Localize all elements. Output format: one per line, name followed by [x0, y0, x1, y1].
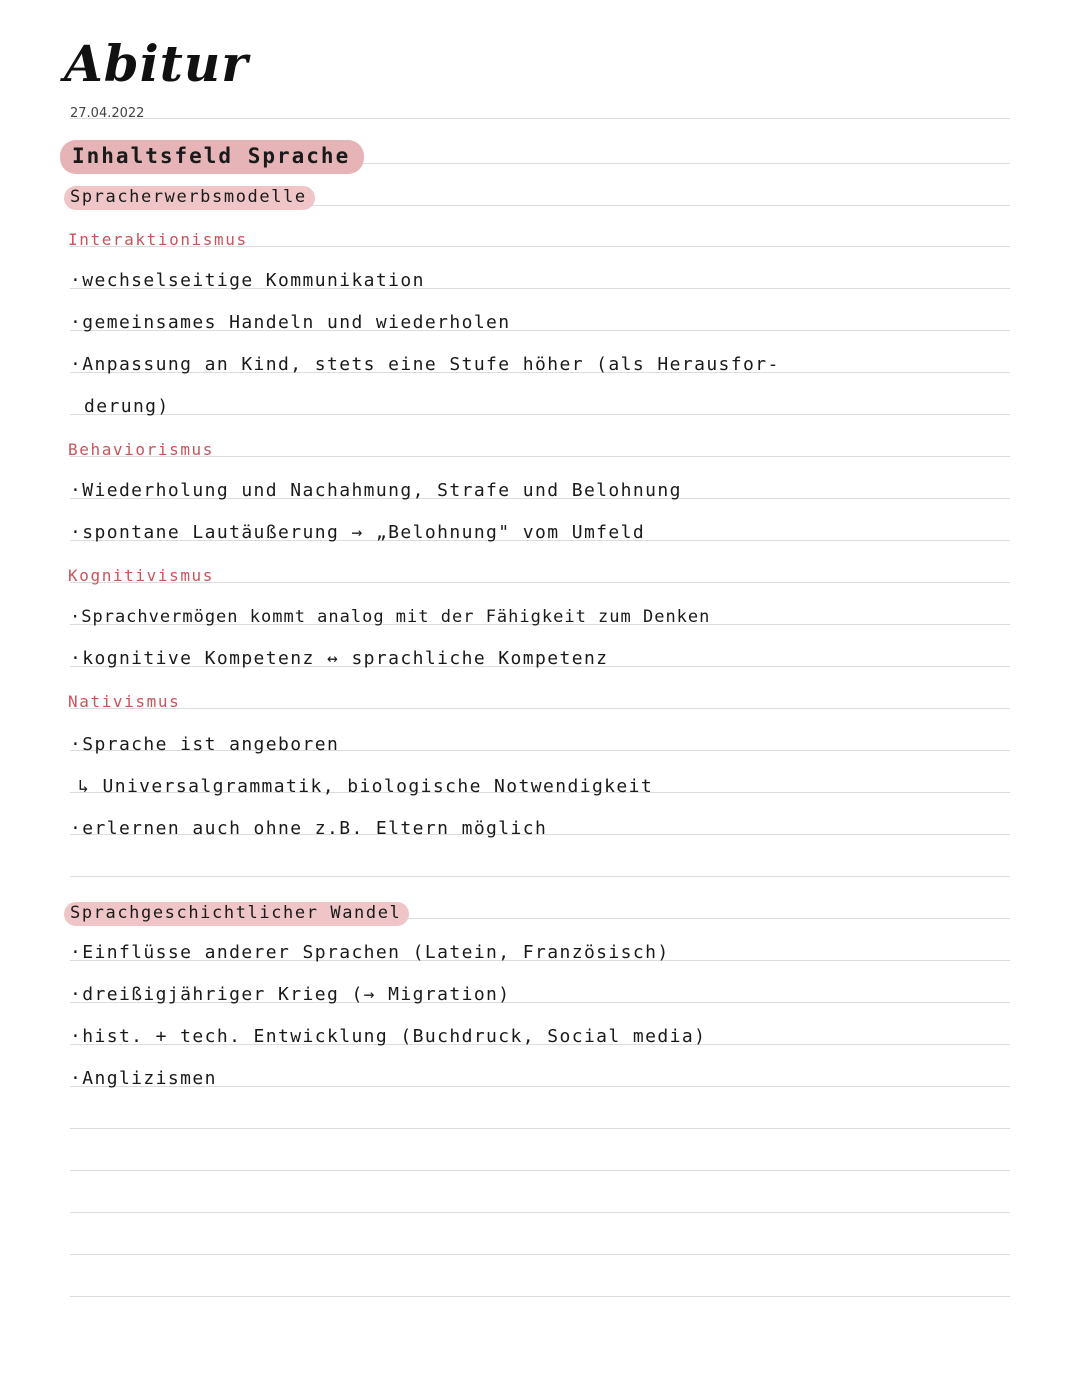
- topic-kognitivismus: Kognitivismus: [68, 566, 215, 585]
- note-line: ·Anpassung an Kind, stets eine Stufe höher (als Herausfor-: [70, 354, 780, 375]
- ruled-line: [70, 1128, 1010, 1129]
- topic-behaviorismus: Behaviorismus: [68, 440, 215, 459]
- note-line: ·Sprache ist angeboren: [70, 734, 340, 755]
- page-title: Abitur: [64, 34, 249, 93]
- note-line: ·Sprachvermögen kommt analog mit der Fähigkeit zum Denken: [70, 607, 711, 627]
- note-line: ·wechselseitige Kommunikation: [70, 270, 425, 291]
- note-line: ·Einflüsse anderer Sprachen (Latein, Französisch): [70, 942, 670, 963]
- note-line: ↳ Universalgrammatik, biologische Notwendigkeit: [78, 776, 654, 797]
- note-line: ·Wiederholung und Nachahmung, Strafe und Belohnung: [70, 480, 682, 501]
- note-line: ·Anglizismen: [70, 1068, 217, 1089]
- section-heading-inhaltsfeld: Inhaltsfeld Sprache: [60, 140, 364, 174]
- note-line: derung): [84, 396, 170, 417]
- ruled-line: [70, 876, 1010, 877]
- note-line: ·hist. + tech. Entwicklung (Buchdruck, Social media): [70, 1026, 707, 1047]
- ruled-line: [70, 1254, 1010, 1255]
- ruled-line: [70, 1170, 1010, 1171]
- ruled-line: [70, 1212, 1010, 1213]
- topic-nativismus: Nativismus: [68, 692, 181, 711]
- note-line: ·kognitive Kompetenz ↔ sprachliche Kompetenz: [70, 648, 609, 669]
- note-line: ·gemeinsames Handeln und wiederholen: [70, 312, 511, 333]
- ruled-line: [70, 414, 1010, 415]
- page-date: 27.04.2022: [70, 106, 145, 121]
- subheading-spracherwerbsmodelle: Spracherwerbsmodelle: [64, 186, 315, 210]
- ruled-line: [70, 1296, 1010, 1297]
- ruled-line: [70, 708, 1010, 709]
- ruled-line: [70, 118, 1010, 119]
- subheading-sprachgeschichtlicher-wandel: Sprachgeschichtlicher Wandel: [64, 902, 409, 926]
- topic-interaktionismus: Interaktionismus: [68, 230, 248, 249]
- note-line: ·spontane Lautäußerung → „Belohnung" vom Umfeld: [70, 522, 646, 543]
- note-line: ·dreißigjähriger Krieg (→ Migration): [70, 984, 511, 1005]
- note-line: ·erlernen auch ohne z.B. Eltern möglich: [70, 818, 548, 839]
